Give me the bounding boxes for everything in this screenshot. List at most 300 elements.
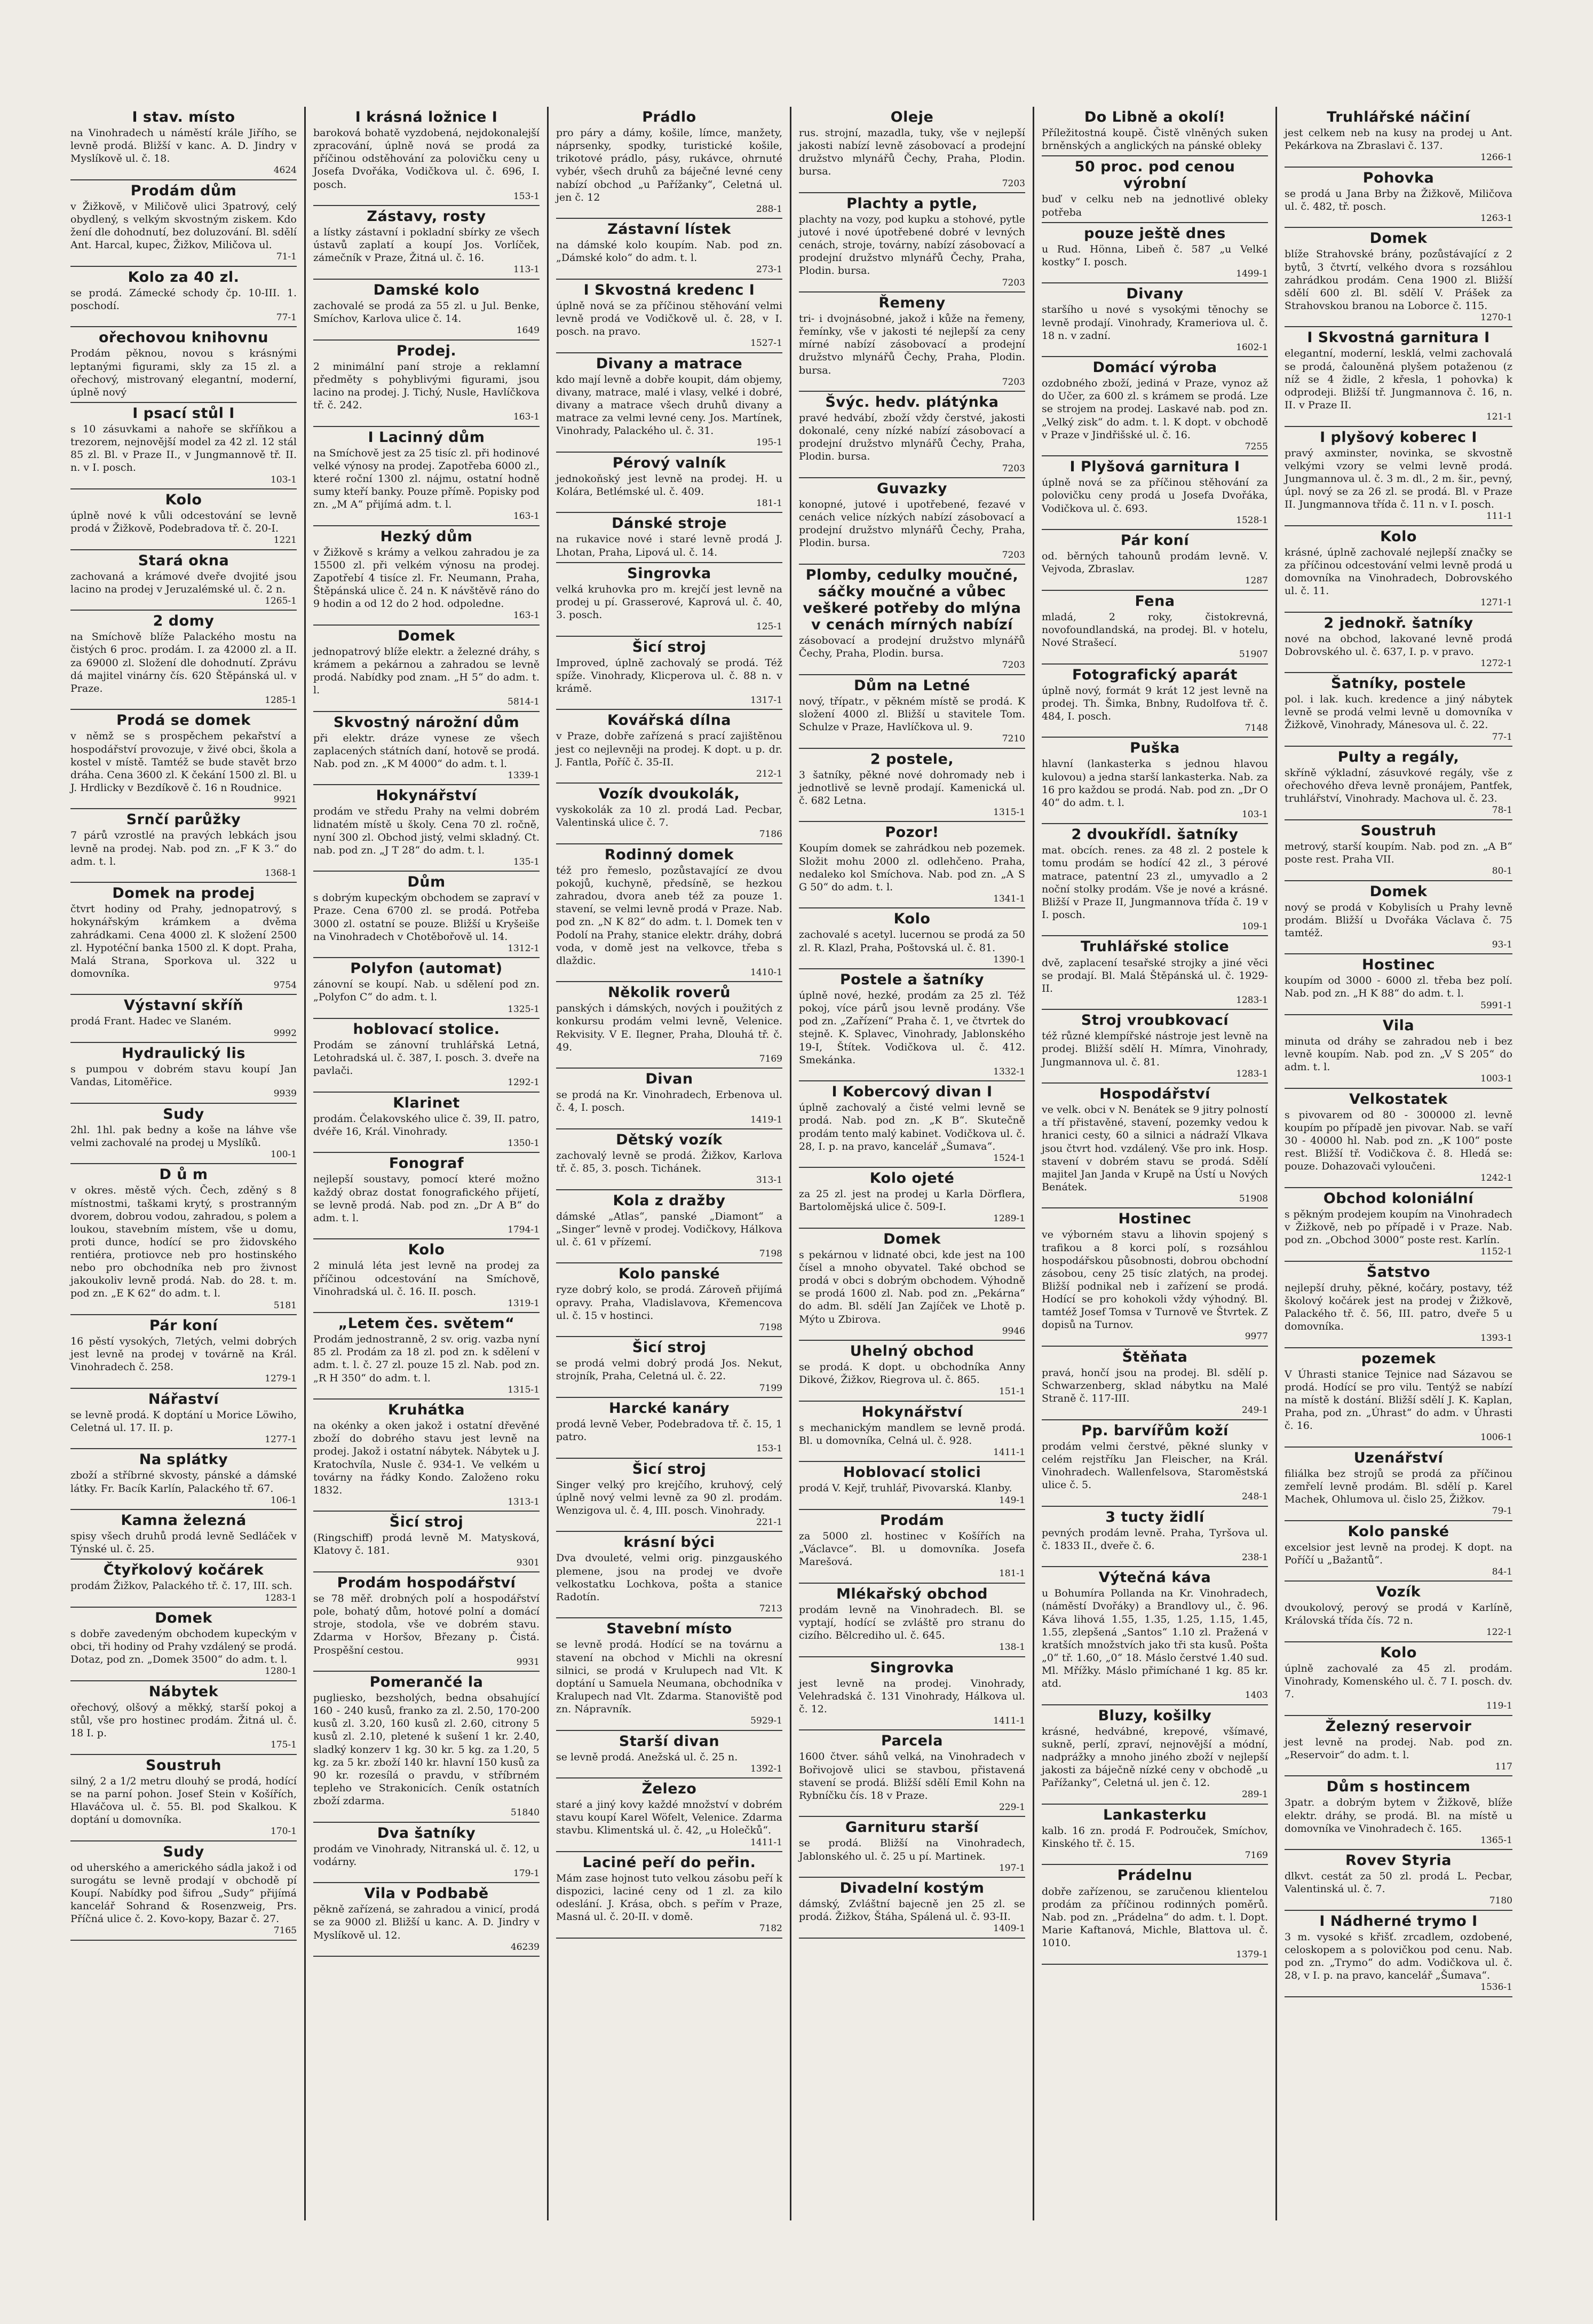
ad-heading: Dva šatníky [377, 1824, 476, 1841]
ad-number: 117 [1495, 1761, 1512, 1772]
ad-heading: Vila [1382, 1017, 1415, 1034]
ad-heading: Domek [1369, 883, 1428, 900]
classified-ad [313, 1313, 540, 1400]
classified-ad [70, 1755, 297, 1841]
classified-ad [313, 341, 540, 427]
ad-text: tri- i dvojnásobné, jakož i kůže na řemeny, řemínky, vše v jakosti té nejlepší za ceny mírné nabízí zásobovací a prodejní družstvo mlynářů Čechy, Praha, Plodin. bursa. [799, 313, 1025, 376]
classified-ad [1042, 456, 1268, 530]
classified-ad [313, 1019, 540, 1093]
ad-heading: Domek [398, 627, 455, 644]
ad-heading: Hydraulický lis [122, 1045, 245, 1062]
ad-number: 1410-1 [750, 967, 782, 978]
classified-ad [70, 550, 297, 611]
ad-number: 7198 [759, 1248, 782, 1260]
ad-number: 1499-1 [1236, 268, 1268, 279]
classified-ad [1042, 1567, 1268, 1705]
ad-number: 5929-1 [750, 1716, 782, 1727]
ad-text: metrový, starší koupím. Nab. pod zn. „A B“ poste rest. Praha VII. [1285, 840, 1512, 865]
ad-heading: Pár koní [149, 1317, 218, 1334]
ad-text: při elektr. dráze vynese ze všech zaplacených státních daní, hotově se prodá. Nab. pod zn. „K M 4000“ do adm. t. l. [313, 732, 540, 770]
ad-text: buď v celku neb na jednotlivé obleky potřeba [1042, 193, 1268, 218]
ad-heading: Šicí stroj [632, 1339, 707, 1356]
ad-number: 1365-1 [1480, 1835, 1512, 1846]
ad-text: baroková bohatě vyzdobená, nejdokonalejší zpracování, úplně nová se prodá za příčinou odstěhování za polovičku ceny u Josefa Dvořáka, Vodičkova ul. č. 696, I. posch. [313, 127, 540, 191]
classified-ad [799, 193, 1025, 293]
ad-heading: Pp. barvířům koží [1081, 1422, 1229, 1439]
ad-text: se prodá velmi dobrý prodá Jos. Nekut, strojník, Praha, Celetná ul. č. 22. [556, 1357, 782, 1382]
ad-heading: Hoblovací stolici [843, 1464, 981, 1481]
ad-text: mladá, 2 roky, čistokrevná, novofoundlandská, na prodej. Bl. v hotelu, Nové Strašecí. [1042, 611, 1268, 649]
ad-text: pro páry a dámy, košile, límce, manžety, náprsenky, spodky, turistické košile, trikotové prádlo, pásy, rukávce, ohrnuté vybér, všech druhů za báječné levné ceny nabízí obchod „u Pařížanky“, Celetná ul. jen č. 12 [556, 127, 782, 203]
ad-text: zachovalý levně se prodá. Žižkov, Karlova tř. č. 85, 3. posch. Tichánek. [556, 1149, 782, 1175]
column-5 [1034, 107, 1277, 2220]
classified-ad [1042, 357, 1268, 456]
classified-ad [1042, 1865, 1268, 1964]
ad-number: 151-1 [998, 1386, 1025, 1397]
ad-text: úplně nová se za příčinou stěhování za polovičku ceny prodá u Josefa Dvořáka, Vodičkova ul. č. 693. [1042, 477, 1268, 515]
classified-ad [313, 626, 540, 712]
ad-number: 1339-1 [508, 770, 540, 781]
ad-heading: Obchod koloniální [1323, 1190, 1474, 1207]
ad-number: 7210 [1002, 733, 1025, 745]
ad-number: 1003-1 [1480, 1073, 1512, 1085]
ad-text: s pivovarem od 80 - 300000 zl. levně koupím po případě jen pivovar. Nab. se vaří 30 - 40000 hl. Nab. pod zn. „K 100“ poste rest. Bližší tř. Vodičkova č. 8. Hledá se: pouze. Dohazovači vyloučeni. [1285, 1109, 1512, 1173]
classified-ad [70, 327, 297, 403]
classified-ad [1285, 1521, 1512, 1582]
classified-ad [70, 809, 297, 883]
classified-ad [799, 1229, 1025, 1341]
ad-number: 7255 [1245, 441, 1268, 452]
ad-heading: Prádelnu [1117, 1867, 1193, 1884]
ad-number: 71-1 [276, 251, 297, 263]
classified-ad [556, 1852, 782, 1939]
ad-number: 249-1 [1241, 1405, 1268, 1416]
ad-number: 195-1 [756, 437, 782, 448]
ad-text: úplně nové, hezké, prodám za 25 zl. Též pokoj, více párů jsou levně prodány. Vše pod zn. „Zařízení“ Praha č. 1, ve čtvrtek do stejně. K. Splavec, Vinohrady, Jablonského 19-I, Štítek. Vodičkova ul. č. 412. Smekánka. [799, 990, 1025, 1066]
ad-heading: Vozík [1376, 1584, 1421, 1601]
ad-heading: Šicí stroj [632, 1460, 707, 1477]
ad-number: 1392-1 [750, 1763, 782, 1774]
ad-text: zboží a stříbrné skvosty, pánské a dámské látky. Fr. Bacík Karlín, Palackého tř. 67. [70, 1469, 297, 1495]
classified-ad [313, 1512, 540, 1572]
ad-text: blíže Strahovské brány, pozůstávající z 2 bytů, 3 čtvrtí, velkého dvora s rozsáhlou zahrádkou prodám. Cena 1900 zl. Bližší sdělí 600 zl. Bl. sdělí V. Prášek za Strahovskou branou na Loborce č. 115. [1285, 248, 1512, 312]
ad-number: 221-1 [756, 1517, 782, 1528]
ad-heading: Soustruh [146, 1757, 221, 1774]
classified-ad [313, 872, 540, 958]
classified-ad [1285, 526, 1512, 613]
ad-text: V Úhrasti stanice Tejnice nad Sázavou se prodá. Hodící se pro vilu. Tentýž se nabízí na místě k dostání. Bližší sdělí J. K. Kaplan, Praha, pod zn. „Úhrast“ do adm. v Úhrasti č. 16. [1285, 1368, 1512, 1432]
ad-text: dlkvt. cestát za 50 zl. prodá L. Pecbar, Valentinská ul. č. 7. [1285, 1870, 1512, 1895]
ad-text: excelsior jest levně na prodej. K dopt. na Poříčí u „Bažantů“. [1285, 1541, 1512, 1566]
ad-heading: Polyfon (automat) [350, 960, 503, 977]
ad-number: 1319-1 [508, 1298, 540, 1309]
ad-number: 170-1 [270, 1826, 297, 1837]
ad-heading: Řemeny [878, 295, 946, 311]
ad-heading: pouze ještě dnes [1084, 225, 1226, 242]
ad-text: mat. obcích. renes. za 48 zl. 2 postele k tomu prodám se hodící 42 zl., 3 pérové matrace, patentní 23 zl., umyvadlo a 2 noční stolky prodám. Vše je nové a krásné. Bližší v Praze II, Jungmannova třída č. 19 v I. posch. [1042, 844, 1268, 921]
ad-heading: Zástavní lístek [607, 221, 731, 238]
ad-text: za 5000 zl. hostinec v Košířích na „Václavce“. Bl. u domovníka. Josefa Marešová. [799, 1530, 1025, 1568]
ad-text: na Smíchově jest za 25 tisíc zl. při hodinové velké výnosy na prodej. Zapotřeba 6000 zl., které roční 1300 zl. nájmu, ostatní hodně sumy kteří banky. Pouze přímě. Popisky pod zn. „M A“ přijímá adm. t. l. [313, 447, 540, 511]
ad-text: spisy všech druhů prodá levně Sedláček v Týnské ul. č. 25. [70, 1530, 297, 1555]
ad-number: 288-1 [756, 203, 782, 215]
classified-ad [1042, 665, 1268, 738]
ad-heading: Garnituru starší [845, 1819, 979, 1836]
ad-number: 1313-1 [508, 1496, 540, 1507]
ad-text: s pěkným prodejem koupím na Vinohradech v Žižkově, neb po případě i v Praze. Nab. pod zn. „Obchod 3000“ poste rest. Karlín. [1285, 1208, 1512, 1246]
ad-text: silný, 2 a 1/2 metru dlouhý se prodá, hodící se na parní pohon. Josef Stein v Košířích, Hlaváčova ul. č. 55. Bl. pod Skalkou. K doptání u domovníka. [70, 1775, 297, 1826]
ad-text: Dva dvouleté, velmi orig. pinzgauského plemene, jsou na prodej ve dvoře velkostatku Lochkova, pošta a stanice Radotín. [556, 1552, 782, 1603]
ad-heading: Vila v Podbabě [364, 1885, 489, 1902]
classified-ad [1285, 327, 1512, 426]
ad-text: koupím od 3000 - 6000 zl. třeba bez polí. Nab. pod zn. „H K 88“ do adm. t. l. [1285, 975, 1512, 1000]
ad-heading: Velkostatek [1349, 1090, 1448, 1108]
ad-heading: Soustruh [1360, 822, 1437, 839]
ad-text: jednopatrový blíže elektr. a železné dráhy, s krámem a pekárnou a zahradou se levně prodá. Nabídky pod znam. „H 5“ do adm. t. l. [313, 645, 540, 697]
ad-heading: Výtečná káva [1098, 1569, 1211, 1586]
classified-ad [70, 1104, 297, 1165]
ad-text: elegantní, moderní, lesklá, velmi zachovalá se prodá, čalouněná plyšem potaženou (z níž se 4 židle, 2 křesla, 1 pohovka) k odprodeji. Bližší tř. Jungmannova č. 16, n. II. v Praze II. [1285, 347, 1512, 411]
classified-ad [313, 1239, 540, 1313]
ad-heading: Lankasterku [1103, 1806, 1207, 1823]
ad-number: 84-1 [1492, 1566, 1512, 1577]
ad-text: ryze dobrý kolo, se prodá. Zároveň přijímá opravy. Praha, Vladislavova, Křemencova ul. č. 15 v hostinci. [556, 1284, 782, 1322]
ad-heading: Pulty a regály, [1337, 749, 1460, 765]
ad-number: 1368-1 [265, 867, 297, 879]
ad-number: 273-1 [756, 264, 782, 275]
classified-ad [70, 1510, 297, 1560]
ad-heading: Kolo panské [618, 1266, 720, 1283]
classified-ad [1042, 824, 1268, 936]
classified-ad [799, 908, 1025, 969]
ad-text: nový se prodá v Kobylisích u Prahy levně prodám. Bližší u Dvořáka Václava č. 75 tamtéž. [1285, 901, 1512, 939]
ad-heading: Postele a šatníky [840, 971, 984, 989]
classified-ad [556, 1778, 782, 1852]
ad-heading: I Lacinný dům [368, 429, 485, 446]
ad-number: 9977 [1245, 1331, 1268, 1342]
ad-heading: Stará okna [138, 552, 229, 569]
ad-text: zachovaná a krámové dveře dvojité jsou lacino na prodej v Jeruzalémské ul. č. 2 n. [70, 570, 297, 595]
classified-ad [1285, 1089, 1512, 1188]
ad-number: 113-1 [513, 264, 540, 275]
classified-ad [799, 478, 1025, 565]
ad-heading: Guvazky [877, 480, 947, 497]
classified-ad [1042, 1208, 1268, 1346]
ad-heading: Parcela [881, 1733, 943, 1750]
ad-heading: Laciné peří do peřin. [582, 1854, 756, 1871]
classified-ad [799, 1402, 1025, 1463]
ad-number: 79-1 [1492, 1506, 1512, 1517]
ad-text: na Vinohradech u náměstí krále Jiřího, se levně prodá. Bližší v kanc. A. D. Jindry v Myslíkově ul. č. 18. [70, 127, 297, 165]
ad-number: 1221 [273, 535, 297, 546]
ad-number: 1649 [516, 325, 540, 336]
ad-number: 1411-1 [750, 1837, 782, 1848]
classified-ad [556, 1337, 782, 1398]
ad-number: 4624 [273, 165, 297, 176]
ad-text: a lístky zástavní i pokladní sbírky ze všech ústavů zaplatí a koupí Jos. Vorlíček, zámečník v Praze, Žitná ul. č. 16. [313, 226, 540, 264]
ad-heading: Puška [1130, 740, 1180, 757]
ad-text: dámský, Zvláštní bajecně jen 25 zl. se prodá. Žižkov, Štáha, Spálená ul. č. 93-II. [799, 1898, 1025, 1923]
ad-heading: Dům s hostincem [1326, 1778, 1471, 1796]
classified-ad [556, 637, 782, 710]
classified-ad [1042, 530, 1268, 591]
ad-number: 9992 [273, 1027, 297, 1039]
classified-ad [799, 1584, 1025, 1657]
ad-text: od uherského a amerického sádla jakož i od surogátu se levně prodají v obchodě pí Koupí. Nabídky pod šifrou „Sudy“ přijímá kancelář Sohrand & Rosenzweig, Prs. Příčná ulice č. 2. Kovo-kopy, Bazar č. 27. [70, 1861, 297, 1925]
ad-number: 9946 [1002, 1325, 1025, 1337]
ad-text: plachty na vozy, pod kupku a stohové, pytle jutové i nové úpotřebené dobré v levných cenách, stroje, továrny, nabízí zásobovací a prodejní družstvo mlynářů Čechy, Praha, Plodin. bursa. [799, 213, 1025, 277]
ad-text: hlavní (lankasterka s jednou hlavou kulovou) a jedna starší lankasterka. Nab. za 16 pro každou se prodá. Nab. pod zn. „Dr O 40“ do adm. t. l. [1042, 758, 1268, 809]
ad-heading: Divany [1126, 286, 1184, 303]
ad-heading: Singrovka [870, 1659, 954, 1676]
classified-ad [1285, 820, 1512, 881]
column-6 [1277, 107, 1520, 2220]
classified-ad [556, 844, 782, 982]
ad-text: ve výborném stavu a lihovin spojený s trafikou a 8 korci polí, s rozsáhlou hospodářskou působnosti, dobrou obchodní zásobou, ceny 25 tisíc zlatých, na prodej. Bližší podnikal neb i zařízení se prodá. Hodící se pro kohokoli vždy výhodný. Bl. tamtéž Josef Tomsa v Turnově ve Štvrtek. Z dopisů na Turnov. [1042, 1229, 1268, 1331]
classified-ad [799, 565, 1025, 675]
ad-heading: Hokynářství [861, 1403, 963, 1420]
ad-text: se prodá u Jana Brby na Žižkově, Miličova ul. č. 482, tř. posch. [1285, 187, 1512, 212]
ad-heading: I Plyšová garnitura I [1069, 459, 1240, 476]
ad-number: 1317-1 [750, 694, 782, 706]
ad-number: 46239 [510, 1941, 540, 1953]
ad-number: 7203 [1002, 376, 1025, 388]
newspaper-classifieds-page [63, 107, 1520, 2220]
ad-number: 1390-1 [993, 954, 1025, 965]
ad-heading: Několik roverů [608, 984, 731, 1001]
ad-heading: Hezký dům [380, 528, 473, 545]
ad-heading: Kruhátka [388, 1402, 465, 1419]
ad-number: 109-1 [1241, 921, 1268, 932]
ad-text: od. běrných tahounů prodám levně. V. Vejvoda, Zbraslav. [1042, 550, 1268, 575]
classified-ad [70, 1043, 297, 1104]
ad-text: staré a jiný kovy každé množství v dobrém stavu koupí Karel Wöfelt, Velenice. Zdarma stavbu. Klimentská ul. č. 42, „u Holečků“. [556, 1799, 782, 1837]
ad-text: Prodám jednostranně, 2 sv. orig. vazba nyní 85 zl. Prodám za 18 zl. pod zn. k sdělení v adm. t. l. č. 27 zl. pouze 15 zl. Nab. pod zn. „R H 350“ do adm. t. l. [313, 1333, 540, 1384]
ad-number: 78-1 [1492, 805, 1512, 816]
classified-ad [556, 219, 782, 280]
ad-number: 77-1 [276, 312, 297, 323]
ad-text: se levně prodá. Hodící se na továrnu a stavení na obchod v Michli na okresní silnici, se prodá v Krulupech nad Vlt. K doptání u Samuela Neumana, obchodníka v Kralupech nad Vlt. Zdarma. Stanoviště pod zn. Nápravník. [556, 1639, 782, 1716]
classified-ad [556, 453, 782, 513]
ad-text: v němž se s prospěchem pekařství a hospodářství provozuje, v živé obci, škola a kostel v místě. Tamtéž se bude stavět brzo dráha. Cena 3600 zl. K čekání 1500 zl. Bl. u J. Hrdlicky v Bezdíkově č. 16 n Roudnice. [70, 730, 297, 794]
ad-number: 103-1 [270, 474, 297, 485]
classified-ad [1285, 1911, 1512, 1997]
ad-text: úplně nový, formát 9 krát 12 jest levně na prodej. Th. Šimka, Bnbny, Rudolfova tř. č. 484, I. posch. [1042, 684, 1268, 722]
ad-text: v Praze, dobře zařízená s prací zajištěnou jest co nejlevněji na prodej. K dopt. u p. dr. J. Fantla, Poříč č. 35-II. [556, 730, 782, 768]
ad-heading: Šicí stroj [389, 1514, 464, 1531]
ad-number: 289-1 [1241, 1789, 1268, 1800]
classified-ad [1285, 228, 1512, 327]
ad-text: velká kruhovka pro m. krejčí jest levně na prodej u pí. Grasserové, Kaprová ul. č. 40, 3. posch. [556, 583, 782, 621]
ad-text: krásné, hedvábné, krepové, všímavé, sukně, perlí, zpraví, nejnovější a módní, nadprážky a mnoho jiného zboží v nejlepší jakosti za báječně nízké ceny v obchodě „u Pařížanky“, Celetná ul. jen č. 12. [1042, 1725, 1268, 1789]
classified-ad [1285, 1348, 1512, 1448]
ad-text: s 10 zásuvkami a nahoře se skříňkou a trezorem, nejnovější model za 42 zl. 12 stál 85 zl. Bl. v Praze II., v Jungmannově tř. II. n. v I. posch. [70, 423, 297, 474]
ad-heading: Domek na prodej [112, 885, 255, 902]
ad-text: s pekárnou v lidnaté obci, kde jest na 100 čísel a mnoho obyvatel. Také obchod se prodá v obci s dobrým obchodem. Výhodně se prodá 1600 zl. Nab. pod zn. „Pekárna“ do adm. Bl. sdělí Jan Zajíček ve Lhotě p. Mýto u Zbirova. [799, 1248, 1025, 1325]
classified-ad [556, 1190, 782, 1264]
ad-number: 1602-1 [1236, 342, 1268, 353]
ad-number: 93-1 [1492, 939, 1512, 950]
ad-text: s mechanickým mandlem se levně prodá. Bl. u domovníka, Celná ul. č. 928. [799, 1421, 1025, 1446]
ad-number: 7182 [759, 1923, 782, 1934]
ad-number: 1527-1 [750, 338, 782, 349]
ad-number: 1379-1 [1236, 1949, 1268, 1961]
ad-number: 1524-1 [993, 1152, 1025, 1164]
ad-text: u Rud. Hönna, Libeň č. 587 „u Velké kostky“ I. posch. [1042, 243, 1268, 268]
classified-ad [1042, 1805, 1268, 1865]
ad-text: s dobrým kupeckým obchodem se zapraví v Praze. Cena 6700 zl. se prodá. Potřeba 3000 zl. ostatní se pouze. Bližší u Kryšeiše na Vinohradech v Chotěbořově ul. 14. [313, 892, 540, 943]
ad-number: 1287 [1245, 575, 1268, 587]
ad-heading: Bluzy, košilky [1098, 1707, 1212, 1724]
ad-text: se levně prodá. K doptání u Morice Löwiho, Celetná ul. 17. II. p. [70, 1409, 297, 1434]
ad-number: 1332-1 [993, 1066, 1025, 1077]
classified-ad [70, 1164, 297, 1315]
classified-ad [556, 280, 782, 353]
ad-heading: Singrovka [627, 565, 711, 582]
classified-ad [799, 1730, 1025, 1817]
classified-ad [1042, 283, 1268, 357]
ad-number: 1279-1 [265, 1373, 297, 1385]
ad-number: 7198 [759, 1322, 782, 1333]
ad-text: Singer velký pro krejčího, kruhový, celý úplně nový velmi levně za 90 zl. prodám. Wenzigova ul. č. 4, III. posch. Vinohrady. [556, 1479, 782, 1516]
ad-number: 121-1 [1486, 412, 1512, 423]
ad-heading: Vozík dvoukolák, [598, 786, 740, 803]
ad-text: nejlepší soustavy, pomocí které možno každý obraz dostat fonografického přijetí, se levně prodá. Nab. pod zn. „Dr A B“ do adm. t. l. [313, 1173, 540, 1224]
classified-ad [313, 1400, 540, 1512]
ad-heading: Kamna železná [121, 1512, 247, 1529]
ad-number: 1292-1 [508, 1077, 540, 1088]
ad-heading: I stav. místo [132, 109, 235, 125]
ad-number: 1393-1 [1480, 1333, 1512, 1344]
ad-text: krásné, úplně zachovalé nejlepší značky se za příčinou odcestování velmi levně prodá u domovníka na Vinohradech, Dobrovského ul. č. 11. [1285, 546, 1512, 597]
ad-heading: 2 jednokř. šatníky [1323, 614, 1473, 631]
ad-number: 1265-1 [265, 595, 297, 606]
classified-ad [556, 982, 782, 1069]
classified-ad [556, 563, 782, 637]
ad-text: jest levně na prodej. Nab. pod zn. „Reservoir“ do adm. t. l. [1285, 1736, 1512, 1761]
classified-ad [799, 675, 1025, 749]
ad-text: nejlepší druhy, pěkné, kočáry, postavy, též školový kočárek jest na prodej v Žižkově, Palackého tř. č. 56, III. patro, dveře 5 u domovníka. [1285, 1282, 1512, 1333]
classified-ad [799, 749, 1025, 823]
ad-text: 2 minulá léta jest levně na prodej za příčinou odcestování na Smíchově, Vinohradská ul. č. 16. II. posch. [313, 1260, 540, 1298]
classified-ad [1285, 747, 1512, 820]
ad-number: 119-1 [1486, 1701, 1512, 1712]
ad-number: 7169 [759, 1053, 782, 1064]
classified-ad [313, 1093, 540, 1153]
ad-text: jednokoňský jest levně na prodej. H. u Kolára, Betlémské ul. č. 409. [556, 472, 782, 497]
ad-heading: Uhelný obchod [850, 1343, 974, 1360]
ad-number: 51908 [1239, 1193, 1268, 1204]
classified-ad [313, 526, 540, 626]
ad-heading: Divan [645, 1071, 693, 1088]
ad-heading: Do Libně a okolí! [1084, 109, 1226, 125]
ad-text: úplně nové k vůli odcestování se levně prodá v Žižkově, Podebradova tř. č. 20-I. [70, 509, 297, 535]
ad-heading: Fonograf [389, 1155, 464, 1172]
ad-heading: Výstavní skříň [124, 997, 243, 1014]
classified-ad [1042, 107, 1268, 156]
ad-text: Mám zase hojnost tuto velkou zásobu peří k dispozici, laciné ceny od 1 zl. za kilo odeslání. J. Krása, obch. s peřím v Praze, Masná ul. č. 20-II. v domě. [556, 1872, 782, 1923]
ad-text: konopné, jutové i upotřebené, fezavé v cenách velice nízkých nabízí zásobovací a prodejní družstvo mlynářů Čechy, Praha, Plodin. bursa. [799, 499, 1025, 549]
ad-heading: Klarinet [393, 1094, 460, 1111]
ad-heading: Truhlářské náčiní [1327, 109, 1470, 125]
classified-ad [1285, 1716, 1512, 1777]
ad-heading: Prodám hospodářství [337, 1575, 516, 1591]
ad-heading: Domek [883, 1230, 941, 1247]
classified-ad [556, 1459, 782, 1532]
ad-heading: Stavební místo [606, 1621, 732, 1638]
ad-number: 1270-1 [1480, 312, 1512, 323]
ad-text: Příležitostná koupě. Čistě vlněných suken brněnských a anglických na pánské obleky [1042, 127, 1268, 152]
ad-text: na Smíchově blíže Palackého mostu na čistých 6 proc. prodám. I. za 42000 zl. a II. za 69000 zl. Složení dle dohodnutí. Zprávu dá majitel vinárny čís. 620 Štěpánská ul. v Praze. [70, 631, 297, 694]
ad-heading: Harcké kanáry [608, 1400, 730, 1417]
ad-number: 1152-1 [1480, 1246, 1512, 1258]
ad-number: 153-1 [513, 191, 540, 202]
ad-heading: Šatníky, postele [1331, 675, 1466, 692]
classified-ad [799, 822, 1025, 908]
classified-ad [1285, 1850, 1512, 1911]
ad-text: se 78 měř. drobných polí a hospodářství pole, bohatý dům, hotové polní a domácí stroje, stodola, vše ve dobrém stavu. Zdarma v Horšov, Březany p. Čistá. Prospěšní cestou. [313, 1593, 540, 1656]
ad-text: minuta od dráhy se zahradou neb i bez levně koupím. Nab. pod zn. „V S 205“ do adm. t. l. [1285, 1035, 1512, 1073]
classified-ad [799, 1657, 1025, 1731]
ad-number: 1285-1 [265, 694, 297, 706]
ad-number: 248-1 [1241, 1491, 1268, 1503]
ad-heading: I Nádherné trymo I [1319, 1912, 1478, 1930]
ad-text: na okénky a oken jakož i ostatní dřevěné zboží do dobrého stavu jest levně na prodej. Jakož i ostatní nábytek. Nábytek u J. Kratochvíla, Nusle č. 934-1. Ve velkém u továrny na řádky Kondo. Založeno roku 1832. [313, 1420, 540, 1496]
ad-heading: Kolo za 40 zl. [128, 268, 240, 286]
ad-heading: Dětský vozík [616, 1131, 723, 1148]
ad-text: dvoukolový, perový se prodá v Karlíně, Královská třída čís. 72 n. [1285, 1602, 1512, 1627]
ad-number: 1325-1 [508, 1003, 540, 1015]
ad-number: 7203 [1002, 660, 1025, 671]
ad-heading: Prádlo [642, 109, 696, 125]
ad-number: 5181 [273, 1300, 297, 1311]
ad-text: na rukavice nové i staré levně prodá J. Lhotan, Praha, Lipová ul. č. 14. [556, 533, 782, 558]
ad-heading: Uzenářství [1353, 1449, 1444, 1466]
column-3 [549, 107, 791, 2220]
ad-heading: Dánské stroje [612, 515, 727, 532]
ad-heading: pozemek [1361, 1350, 1436, 1367]
classified-ad [70, 1449, 297, 1510]
ad-heading: Srnčí parůžky [126, 811, 241, 828]
ad-text: prodám. Čelakovského ulice č. 39, II. patro, dvéře 16, Král. Vinohrady. [313, 1112, 540, 1137]
classified-ad [1042, 1507, 1268, 1568]
ad-number: 7199 [759, 1382, 782, 1394]
ad-text: se prodá. Zámecké schody čp. 10-III. 1. poschodí. [70, 287, 297, 312]
ad-heading: Pérový valník [612, 454, 726, 471]
ad-heading: Fotografický aparát [1072, 666, 1238, 683]
ad-text: dobře zařízenou, se zaručenou klientelou prodám za příčinou rodinných poměrů. Nab. pod zn. „Prádelna“ do adm. t. l. Dopt. Marie Kaftanová, Michle, Blattova ul. č. 1010. [1042, 1885, 1268, 1949]
ad-heading: krásní býci [623, 1534, 715, 1551]
classified-ad [799, 293, 1025, 392]
ad-text: úplně nová se za příčinou stěhování velmi levně prodá ve Vodičkově ul. č. 28, v I. posch. na pravo. [556, 299, 782, 338]
ad-text: filiálka bez strojů se prodá za příčinou zemřelí levně prodám. Bl. sdělí p. Karel Machek, Ohlumova ul. čislo 25, Žižkov. [1285, 1467, 1512, 1505]
ad-heading: Kovářská dílna [607, 712, 732, 729]
classified-ad [70, 180, 297, 267]
ad-heading: Železný reservoir [1325, 1718, 1472, 1735]
ad-heading: Kola z dražby [613, 1192, 726, 1209]
classified-ad [799, 1510, 1025, 1584]
ad-text: též různé klempířské nástroje jest levně na prodej. Bližší sdělí H. Mímra, Vinohrady, Jungmannova ul. č. 81. [1042, 1030, 1268, 1068]
ad-text: se prodá na Kr. Vinohradech, Erbenova ul. č. 4, I. posch. [556, 1089, 782, 1114]
ad-number: 163-1 [513, 610, 540, 621]
ad-text: (Ringschiff) prodá levně M. Matysková, Klatovy č. 181. [313, 1532, 540, 1557]
ad-number: 1289-1 [993, 1213, 1025, 1224]
classified-ad [556, 1532, 782, 1618]
ad-number: 149-1 [998, 1495, 1025, 1506]
ad-heading: Kolo ojeté [869, 1170, 955, 1187]
ad-text: prodá levně Veber, Podebradova tř. č. 15, 1 patro. [556, 1418, 782, 1443]
ad-number: 5814-1 [508, 697, 540, 708]
